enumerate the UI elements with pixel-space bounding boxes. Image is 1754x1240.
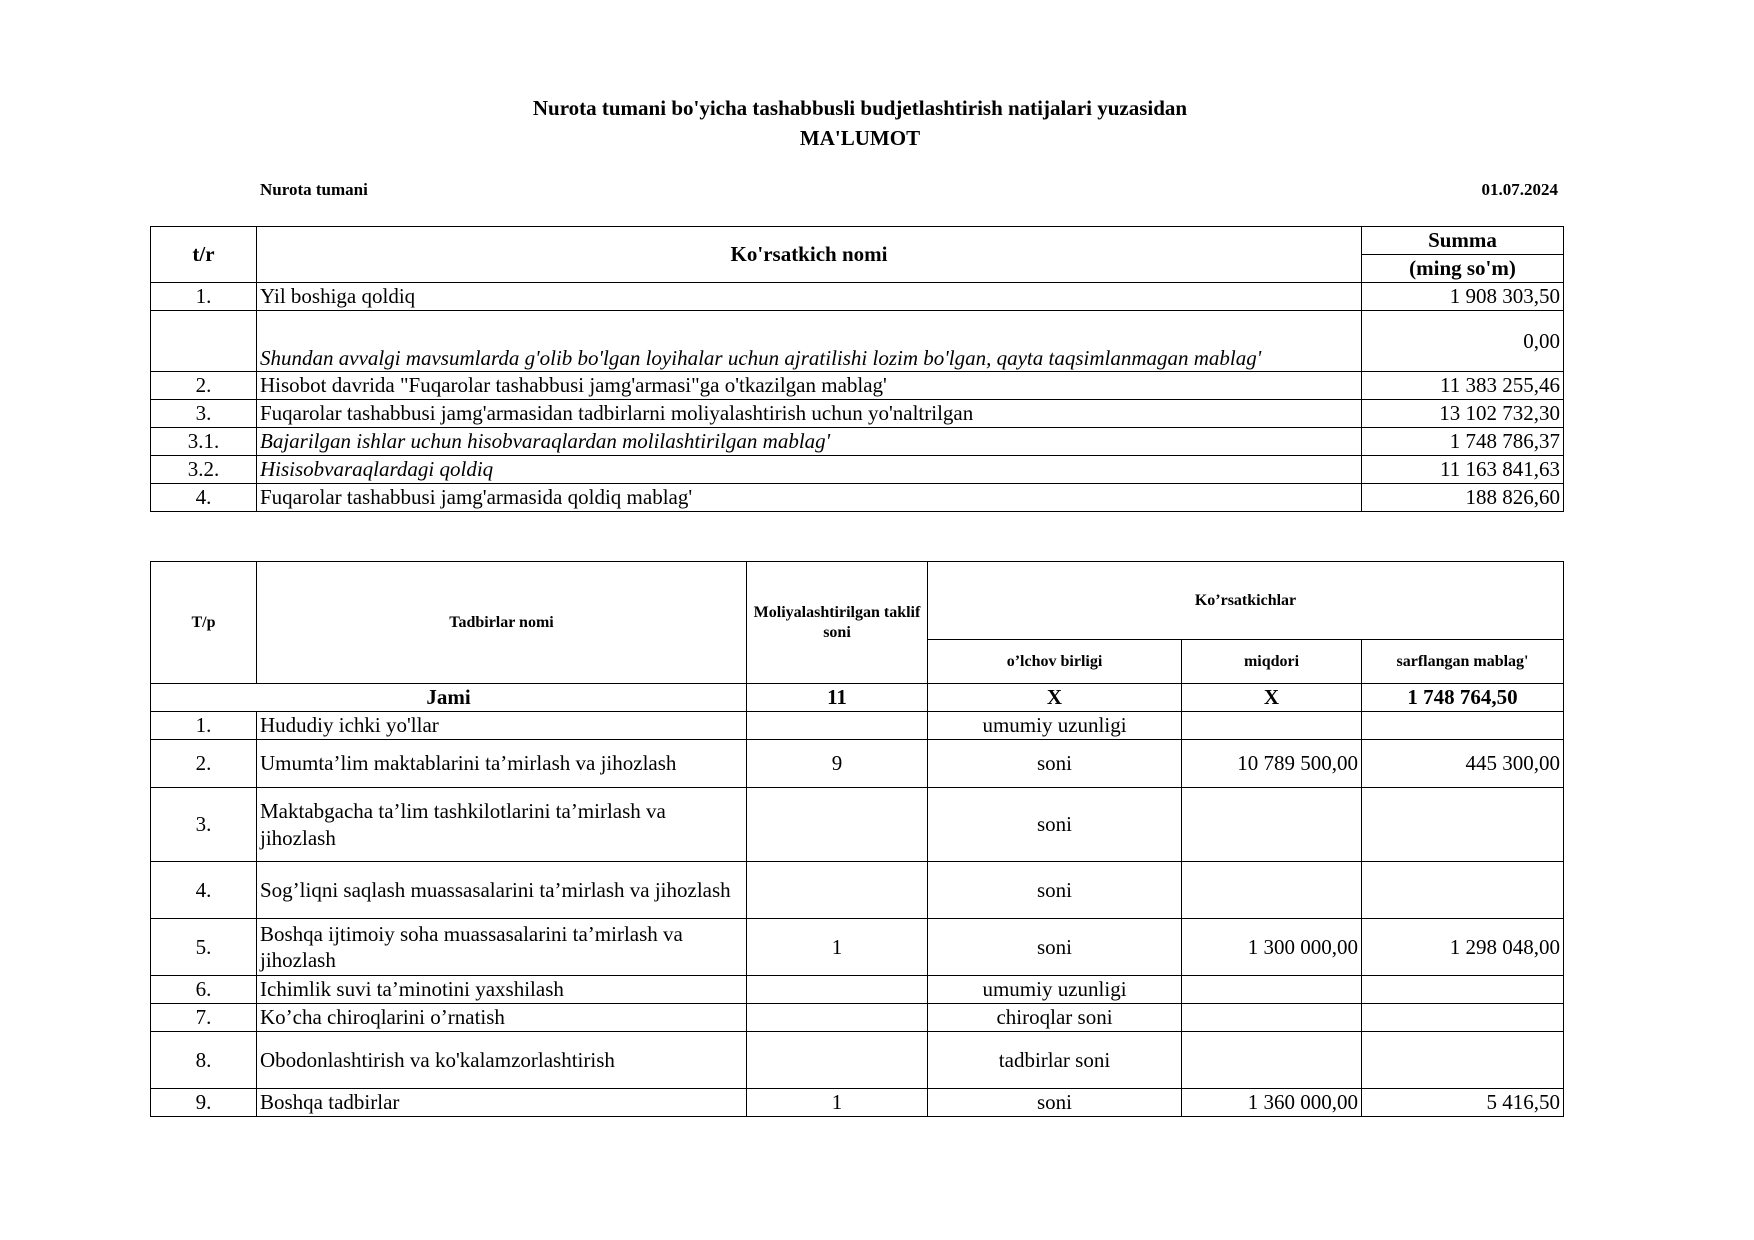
col-header-qty: miqdori: [1182, 640, 1362, 684]
row-count: [747, 788, 928, 862]
total-row: [151, 684, 1564, 712]
table-row: [151, 788, 1564, 862]
row-qty: 10 789 500,00: [1182, 740, 1362, 788]
row-qty: 1 360 000,00: [1182, 1089, 1362, 1117]
row-spent: 1 298 048,00: [1362, 919, 1564, 976]
row-count: [747, 862, 928, 919]
table-row: [151, 1032, 1564, 1089]
row-unit: tadbirlar soni: [928, 1032, 1182, 1089]
row-value: 1 748 786,37: [1362, 428, 1564, 456]
col-header-sum: Summa: [1362, 227, 1564, 255]
row-unit: soni: [928, 862, 1182, 919]
row-qty: [1182, 1032, 1362, 1089]
total-count: 11: [747, 684, 928, 712]
row-value: 188 826,60: [1362, 484, 1564, 512]
row-num: 3.: [151, 400, 257, 428]
row-value: 11 383 255,46: [1362, 372, 1564, 400]
row-value: 11 163 841,63: [1362, 456, 1564, 484]
row-count: [747, 712, 928, 740]
row-qty: [1182, 976, 1362, 1004]
row-count: [747, 976, 928, 1004]
row-count: [747, 1032, 928, 1089]
row-num: 3.2.: [151, 456, 257, 484]
row-num: [151, 311, 257, 372]
col-header-num: T/p: [151, 562, 257, 684]
row-qty: [1182, 862, 1362, 919]
row-qty: [1182, 712, 1362, 740]
row-qty: 1 300 000,00: [1182, 919, 1362, 976]
table-row: [151, 400, 1564, 428]
row-num: 3.1.: [151, 428, 257, 456]
row-unit: umumiy uzunligi: [928, 976, 1182, 1004]
row-spent: [1362, 862, 1564, 919]
total-unit: X: [928, 684, 1182, 712]
row-name: Yil boshiga qoldiq: [257, 283, 1362, 311]
row-count: 1: [747, 919, 928, 976]
row-name: Fuqarolar tashabbusi jamg'armasida qoldiq mablag': [257, 484, 1362, 512]
total-qty: X: [1182, 684, 1362, 712]
row-name: Umumta’lim maktablarini ta’mirlash va jihozlash: [257, 740, 747, 788]
activities-table: [150, 561, 1564, 1117]
row-name: Fuqarolar tashabbusi jamg'armasidan tadbirlarni moliyalashtirish uchun yo'naltrilgan: [257, 400, 1362, 428]
table-row: [151, 740, 1564, 788]
table-row: [151, 712, 1564, 740]
row-name: Ko’cha chiroqlarini o’rnatish: [257, 1004, 747, 1032]
row-num: 4.: [151, 862, 257, 919]
row-num: 6.: [151, 976, 257, 1004]
row-value: 13 102 732,30: [1362, 400, 1564, 428]
total-label: Jami: [151, 684, 747, 712]
row-spent: 445 300,00: [1362, 740, 1564, 788]
row-count: 9: [747, 740, 928, 788]
row-value: 0,00: [1362, 311, 1564, 372]
row-num: 8.: [151, 1032, 257, 1089]
row-spent: [1362, 1032, 1564, 1089]
table-row: [151, 311, 1564, 372]
document-subtitle: MA'LUMOT: [799, 126, 921, 150]
document-title: Nurota tumani bo'yicha tashabbusli budjetlashtirish natijalari yuzasidan: [532, 96, 1188, 120]
row-num: 2.: [151, 372, 257, 400]
district-label: Nurota tumani: [260, 180, 368, 199]
row-unit: chiroqlar soni: [928, 1004, 1182, 1032]
row-count: [747, 1004, 928, 1032]
table-row: [151, 1004, 1564, 1032]
col-header-sum-unit: (ming so'm): [1362, 255, 1564, 283]
table-row: [151, 283, 1564, 311]
col-header-name: Tadbirlar nomi: [257, 562, 747, 684]
table-row: [151, 976, 1564, 1004]
row-name: Maktabgacha ta’lim tashkilotlarini ta’mirlash va jihozlash: [257, 788, 747, 862]
row-unit: soni: [928, 740, 1182, 788]
row-unit: umumiy uzunligi: [928, 712, 1182, 740]
row-num: 5.: [151, 919, 257, 976]
row-unit: soni: [928, 1089, 1182, 1117]
row-name: Ichimlik suvi ta’minotini yaxshilash: [257, 976, 747, 1004]
row-spent: [1362, 976, 1564, 1004]
row-name: Boshqa tadbirlar: [257, 1089, 747, 1117]
row-num: 2.: [151, 740, 257, 788]
row-value: 1 908 303,50: [1362, 283, 1564, 311]
row-num: 7.: [151, 1004, 257, 1032]
row-unit: soni: [928, 788, 1182, 862]
row-spent: 5 416,50: [1362, 1089, 1564, 1117]
row-name: Hisisobvaraqlardagi qoldiq: [257, 456, 1362, 484]
row-num: 1.: [151, 283, 257, 311]
row-name: Sog’liqni saqlash muassasalarini ta’mirlash va jihozlash: [257, 862, 747, 919]
table-row: [151, 456, 1564, 484]
row-spent: [1362, 1004, 1564, 1032]
table-row: [151, 372, 1564, 400]
total-spent: 1 748 764,50: [1362, 684, 1564, 712]
table-row: [151, 484, 1564, 512]
row-num: 4.: [151, 484, 257, 512]
table-row: [151, 862, 1564, 919]
row-name: Hisobot davrida "Fuqarolar tashabbusi jamg'armasi"ga o'tkazilgan mablag': [257, 372, 1362, 400]
row-count: 1: [747, 1089, 928, 1117]
col-header-unit: o’lchov birligi: [928, 640, 1182, 684]
col-header-num: t/r: [151, 227, 257, 283]
row-spent: [1362, 712, 1564, 740]
summary-table: [150, 226, 1564, 512]
row-name: Boshqa ijtimoiy soha muassasalarini ta’mirlash va jihozlash: [257, 919, 747, 976]
row-name: Hududiy ichki yo'llar: [257, 712, 747, 740]
table-row: [151, 919, 1564, 976]
report-date: 01.07.2024: [1481, 180, 1558, 199]
row-name: Shundan avvalgi mavsumlarda g'olib bo'lgan loyihalar uchun ajratilishi lozim bo'lgan, qayta taqsimlanmagan mablag': [257, 311, 1362, 372]
col-header-name: Ko'rsatkich nomi: [257, 227, 1362, 283]
col-header-spent: sarflangan mablag': [1362, 640, 1564, 684]
table-row: [151, 428, 1564, 456]
row-unit: soni: [928, 919, 1182, 976]
row-num: 1.: [151, 712, 257, 740]
table-row: [151, 1089, 1564, 1117]
row-num: 9.: [151, 1089, 257, 1117]
row-name: Bajarilgan ishlar uchun hisobvaraqlardan molilashtirilgan mablag': [257, 428, 1362, 456]
row-spent: [1362, 788, 1564, 862]
col-header-indicators: Ko’rsatkichlar: [928, 562, 1564, 640]
row-qty: [1182, 1004, 1362, 1032]
row-qty: [1182, 788, 1362, 862]
row-name: Obodonlashtirish va ko'kalamzorlashtirish: [257, 1032, 747, 1089]
row-num: 3.: [151, 788, 257, 862]
col-header-count: Moliyalashtirilgan taklif soni: [747, 562, 928, 684]
